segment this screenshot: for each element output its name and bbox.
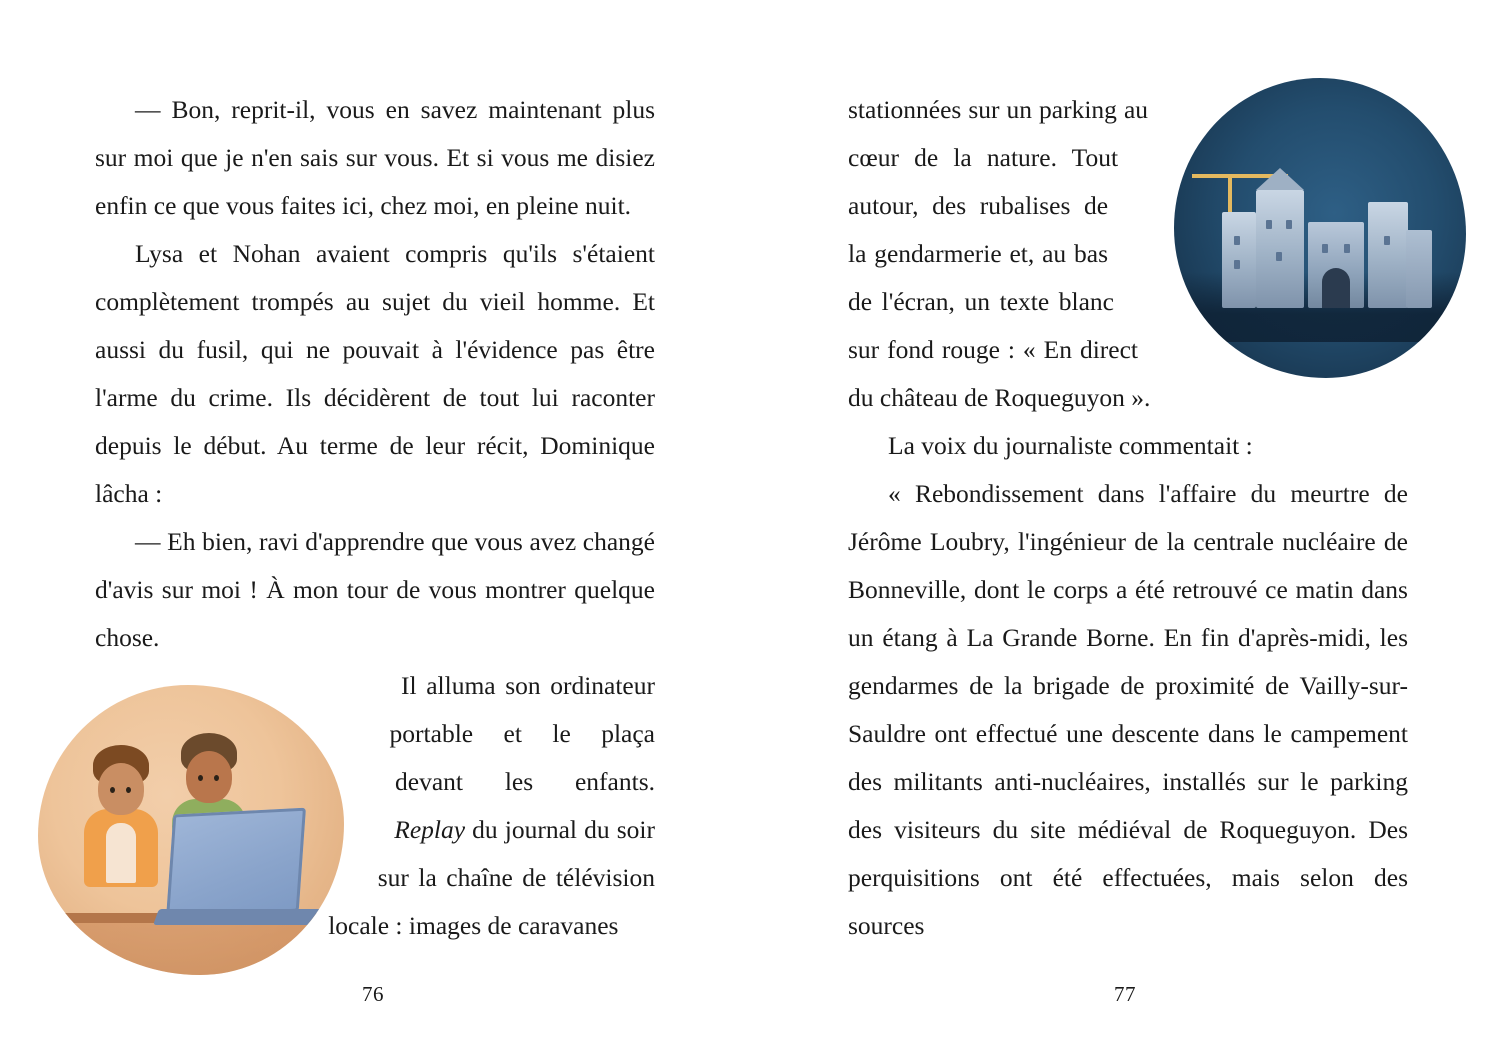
castle-tower [1406,230,1432,308]
paragraph: La voix du journaliste commentait : [888,431,1253,460]
illustration-text-wrap-spacer [95,662,395,924]
paragraph-with-illustration-wrap [95,662,655,950]
paragraph-news-report: « Rebondissement dans l'affaire du meurtre de Jérôme Loubry, l'ingénieur de la centrale nucléaire de Bonneville, dont le corps a été retrouvé ce matin dans un étang à La Grande Borne. En fin d'après-midi, les gendarmes de la brigade de proximité de Vailly-sur-Sauldre ont effectué une descente dans le campement des militants anti-nucléaires, installés sur le parking des visiteurs du site médiéval de Roqueguyon. Des perquisitions ont été effectuées, mais selon des sources [848,479,1408,940]
italic-word-replay: Replay [394,815,466,844]
right-page [750,0,1500,1045]
right-page-text-column [848,86,1408,950]
left-page-text-column [95,86,655,950]
paragraph: Lysa et Nohan avaient compris qu'ils s'étaient complètement trompés au sujet du vieil homme. Et aussi du fusil, qui ne pouvait à l'évidence pas être l'arme du crime. Ils décidèrent de tout lui raconter depuis le début. Au terme de leur récit, Dominique lâcha : [95,239,655,508]
paragraph-text-before-italic: Il alluma son ordinateur portable et le plaça devant les enfants. [389,671,655,796]
paragraph-continued [848,86,1408,422]
paragraph-text: stationnées sur un parking au cœur de la nature. Tout autour, des rubalises de la gendarmerie et, au bas de l'écran, un texte blanc sur fond rouge : « En direct du château de Roqueguyon ». [848,95,1151,412]
page-number-right: 77 [1114,982,1136,1006]
illustration-text-wrap-spacer [1108,86,1408,386]
paragraph: — Bon, reprit-il, vous en savez maintenant plus sur moi que je n'en sais sur vous. Et si vous me disiez enfin ce que vous faites ici, chez moi, en pleine nuit. [95,95,655,220]
paragraph-text-after-italic: du journal du soir sur la chaîne de télévision locale : images de caravanes [328,815,655,940]
paragraph: — Eh bien, ravi d'apprendre que vous avez changé d'avis sur moi ! À mon tour de vous montrer quelque chose. [95,527,655,652]
page-number-left: 76 [362,982,384,1006]
